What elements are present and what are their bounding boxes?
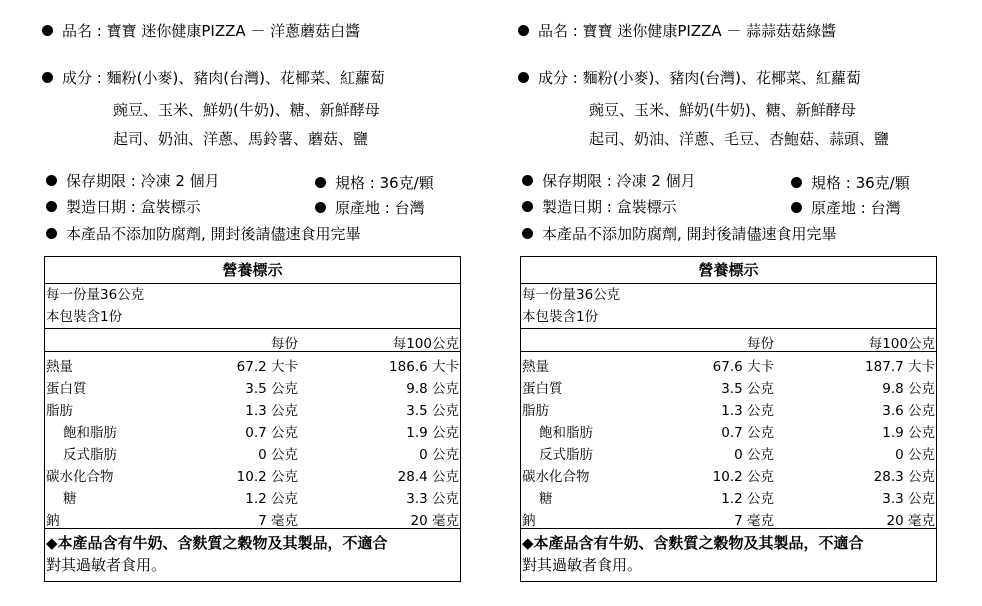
nutrient-name: 飽和脂肪 xyxy=(539,425,593,441)
table-row xyxy=(45,352,460,374)
nutrition-table xyxy=(520,256,937,582)
bullet-icon xyxy=(315,202,326,213)
nutrient-name: 熱量 xyxy=(46,359,73,375)
serving-info xyxy=(521,284,936,329)
bullet-icon xyxy=(42,25,53,36)
per-serving-value: 3.5 公克 xyxy=(721,381,774,397)
per-100g-value: 3.3 公克 xyxy=(882,491,935,507)
nutrient-name: 碳水化合物 xyxy=(522,469,590,485)
serving-size: 每一份量36公克 xyxy=(522,287,621,303)
table-row xyxy=(45,506,460,528)
per-serving-value: 10.2 公克 xyxy=(236,469,298,485)
nutrient-name: 蛋白質 xyxy=(46,381,87,397)
table-row xyxy=(521,418,936,440)
shelf-life: 保存期限 : 冷凍 2 個月 xyxy=(46,170,220,191)
per-serving-value: 0 公克 xyxy=(734,447,774,463)
table-row xyxy=(45,418,460,440)
preservative-note: 本產品不添加防腐劑, 開封後請儘速食用完畢 xyxy=(522,223,837,244)
servings-per-pack: 本包裝含1份 xyxy=(46,309,123,325)
nutrient-name: 熱量 xyxy=(522,359,549,375)
product-name: 品名 : 寶寶 迷你健康PIZZA － 蒜蒜菇菇綠醬 xyxy=(518,20,836,41)
table-row xyxy=(521,462,936,484)
nutrition-table xyxy=(44,256,461,582)
col-per-serving: 每份 xyxy=(747,336,774,352)
per-serving-value: 7 毫克 xyxy=(734,513,774,529)
nutrient-name: 脂肪 xyxy=(522,403,549,419)
allergen-line-2: 對其過敏者食用。 xyxy=(46,556,167,574)
shelf-life: 保存期限 : 冷凍 2 個月 xyxy=(522,170,696,191)
table-row xyxy=(45,396,460,418)
allergen-note xyxy=(45,529,460,576)
ingredients-line-3: 起司、奶油、洋蔥、馬鈴薯、蘑菇、鹽 xyxy=(113,130,369,148)
spec: 規格 : 36克/顆 xyxy=(315,172,434,193)
nutrient-name: 碳水化合物 xyxy=(46,469,114,485)
table-row xyxy=(45,462,460,484)
per-serving-value: 1.3 公克 xyxy=(245,403,298,419)
table-row xyxy=(521,396,936,418)
serving-size: 每一份量36公克 xyxy=(46,287,145,303)
per-100g-value: 28.3 公克 xyxy=(873,469,935,485)
table-row xyxy=(45,484,460,506)
product-name: 品名 : 寶寶 迷你健康PIZZA － 洋蔥蘑菇白醬 xyxy=(42,20,360,41)
ingredients-line-1: 成分 : 麵粉(小麥)、豬肉(台灣)、花椰菜、紅蘿蔔 xyxy=(518,67,861,88)
bullet-icon xyxy=(46,201,57,212)
per-100g-value: 3.6 公克 xyxy=(882,403,935,419)
per-serving-value: 1.3 公克 xyxy=(721,403,774,419)
table-row xyxy=(521,440,936,462)
table-row xyxy=(45,440,460,462)
per-serving-value: 67.6 大卡 xyxy=(712,359,774,375)
table-row xyxy=(521,484,936,506)
product-panel-garlic-mushroom xyxy=(516,0,956,606)
nutrient-name: 飽和脂肪 xyxy=(63,425,117,441)
nutrient-name: 脂肪 xyxy=(46,403,73,419)
per-100g-value: 3.3 公克 xyxy=(406,491,459,507)
ingredients-line-2: 豌豆、玉米、鮮奶(牛奶)、糖、新鮮酵母 xyxy=(589,101,856,119)
mfg-date: 製造日期 : 盒裝標示 xyxy=(522,196,677,217)
bullet-icon xyxy=(522,201,533,212)
servings-per-pack: 本包裝含1份 xyxy=(522,309,599,325)
per-100g-value: 28.4 公克 xyxy=(397,469,459,485)
per-serving-value: 0 公克 xyxy=(258,447,298,463)
table-row xyxy=(521,374,936,396)
origin: 原產地 : 台灣 xyxy=(315,197,425,218)
table-row xyxy=(521,352,936,374)
nutrient-name: 糖 xyxy=(63,491,77,507)
per-serving-value: 7 毫克 xyxy=(258,513,298,529)
allergen-line-1: ◆本產品含有牛奶、含麩質之穀物及其製品，不適合 xyxy=(46,534,388,552)
nutrient-name: 反式脂肪 xyxy=(63,447,117,463)
allergen-line-2: 對其過敏者食用。 xyxy=(522,556,643,574)
ingredients-line-3: 起司、奶油、洋蔥、毛豆、杏鮑菇、蒜頭、鹽 xyxy=(589,130,890,148)
per-100g-value: 1.9 公克 xyxy=(882,425,935,441)
table-row xyxy=(45,374,460,396)
bullet-icon xyxy=(791,177,802,188)
allergen-note xyxy=(521,529,936,576)
nutrient-name: 糖 xyxy=(539,491,553,507)
bullet-icon xyxy=(315,177,326,188)
nutrient-name: 鈉 xyxy=(522,513,536,529)
bullet-icon xyxy=(42,72,53,83)
nutrient-name: 鈉 xyxy=(46,513,60,529)
bullet-icon xyxy=(46,228,57,239)
table-row xyxy=(521,506,936,528)
column-headers xyxy=(521,329,936,352)
per-100g-value: 3.5 公克 xyxy=(406,403,459,419)
per-serving-value: 1.2 公克 xyxy=(721,491,774,507)
per-100g-value: 0 公克 xyxy=(895,447,935,463)
per-serving-value: 67.2 大卡 xyxy=(236,359,298,375)
per-100g-value: 20 毫克 xyxy=(886,513,935,529)
per-serving-value: 3.5 公克 xyxy=(245,381,298,397)
bullet-icon xyxy=(518,72,529,83)
serving-info xyxy=(45,284,460,329)
origin: 原產地 : 台灣 xyxy=(791,197,901,218)
col-per-serving: 每份 xyxy=(271,336,298,352)
per-serving-value: 10.2 公克 xyxy=(712,469,774,485)
nutrient-name: 蛋白質 xyxy=(522,381,563,397)
per-100g-value: 186.6 大卡 xyxy=(389,359,459,375)
bullet-icon xyxy=(46,175,57,186)
per-serving-value: 0.7 公克 xyxy=(721,425,774,441)
nutrient-name: 反式脂肪 xyxy=(539,447,593,463)
bullet-icon xyxy=(522,175,533,186)
col-per-100g: 每100公克 xyxy=(868,336,935,352)
mfg-date: 製造日期 : 盒裝標示 xyxy=(46,196,201,217)
per-100g-value: 9.8 公克 xyxy=(406,381,459,397)
per-100g-value: 20 毫克 xyxy=(410,513,459,529)
nutrition-rows xyxy=(45,352,460,529)
per-serving-value: 1.2 公克 xyxy=(245,491,298,507)
ingredients-line-1: 成分 : 麵粉(小麥)、豬肉(台灣)、花椰菜、紅蘿蔔 xyxy=(42,67,385,88)
per-100g-value: 9.8 公克 xyxy=(882,381,935,397)
col-per-100g: 每100公克 xyxy=(392,336,459,352)
per-100g-value: 187.7 大卡 xyxy=(865,359,935,375)
bullet-icon xyxy=(518,25,529,36)
column-headers xyxy=(45,329,460,352)
product-panel-onion-mushroom xyxy=(40,0,480,606)
nutrition-rows xyxy=(521,352,936,529)
bullet-icon xyxy=(522,228,533,239)
allergen-line-1: ◆本產品含有牛奶、含麩質之穀物及其製品，不適合 xyxy=(522,534,864,552)
ingredients-line-2: 豌豆、玉米、鮮奶(牛奶)、糖、新鮮酵母 xyxy=(113,101,380,119)
bullet-icon xyxy=(791,202,802,213)
per-serving-value: 0.7 公克 xyxy=(245,425,298,441)
spec: 規格 : 36克/顆 xyxy=(791,172,910,193)
nutrition-title: 營養標示 xyxy=(521,257,936,284)
per-100g-value: 0 公克 xyxy=(419,447,459,463)
per-100g-value: 1.9 公克 xyxy=(406,425,459,441)
preservative-note: 本產品不添加防腐劑, 開封後請儘速食用完畢 xyxy=(46,223,361,244)
nutrition-title: 營養標示 xyxy=(45,257,460,284)
